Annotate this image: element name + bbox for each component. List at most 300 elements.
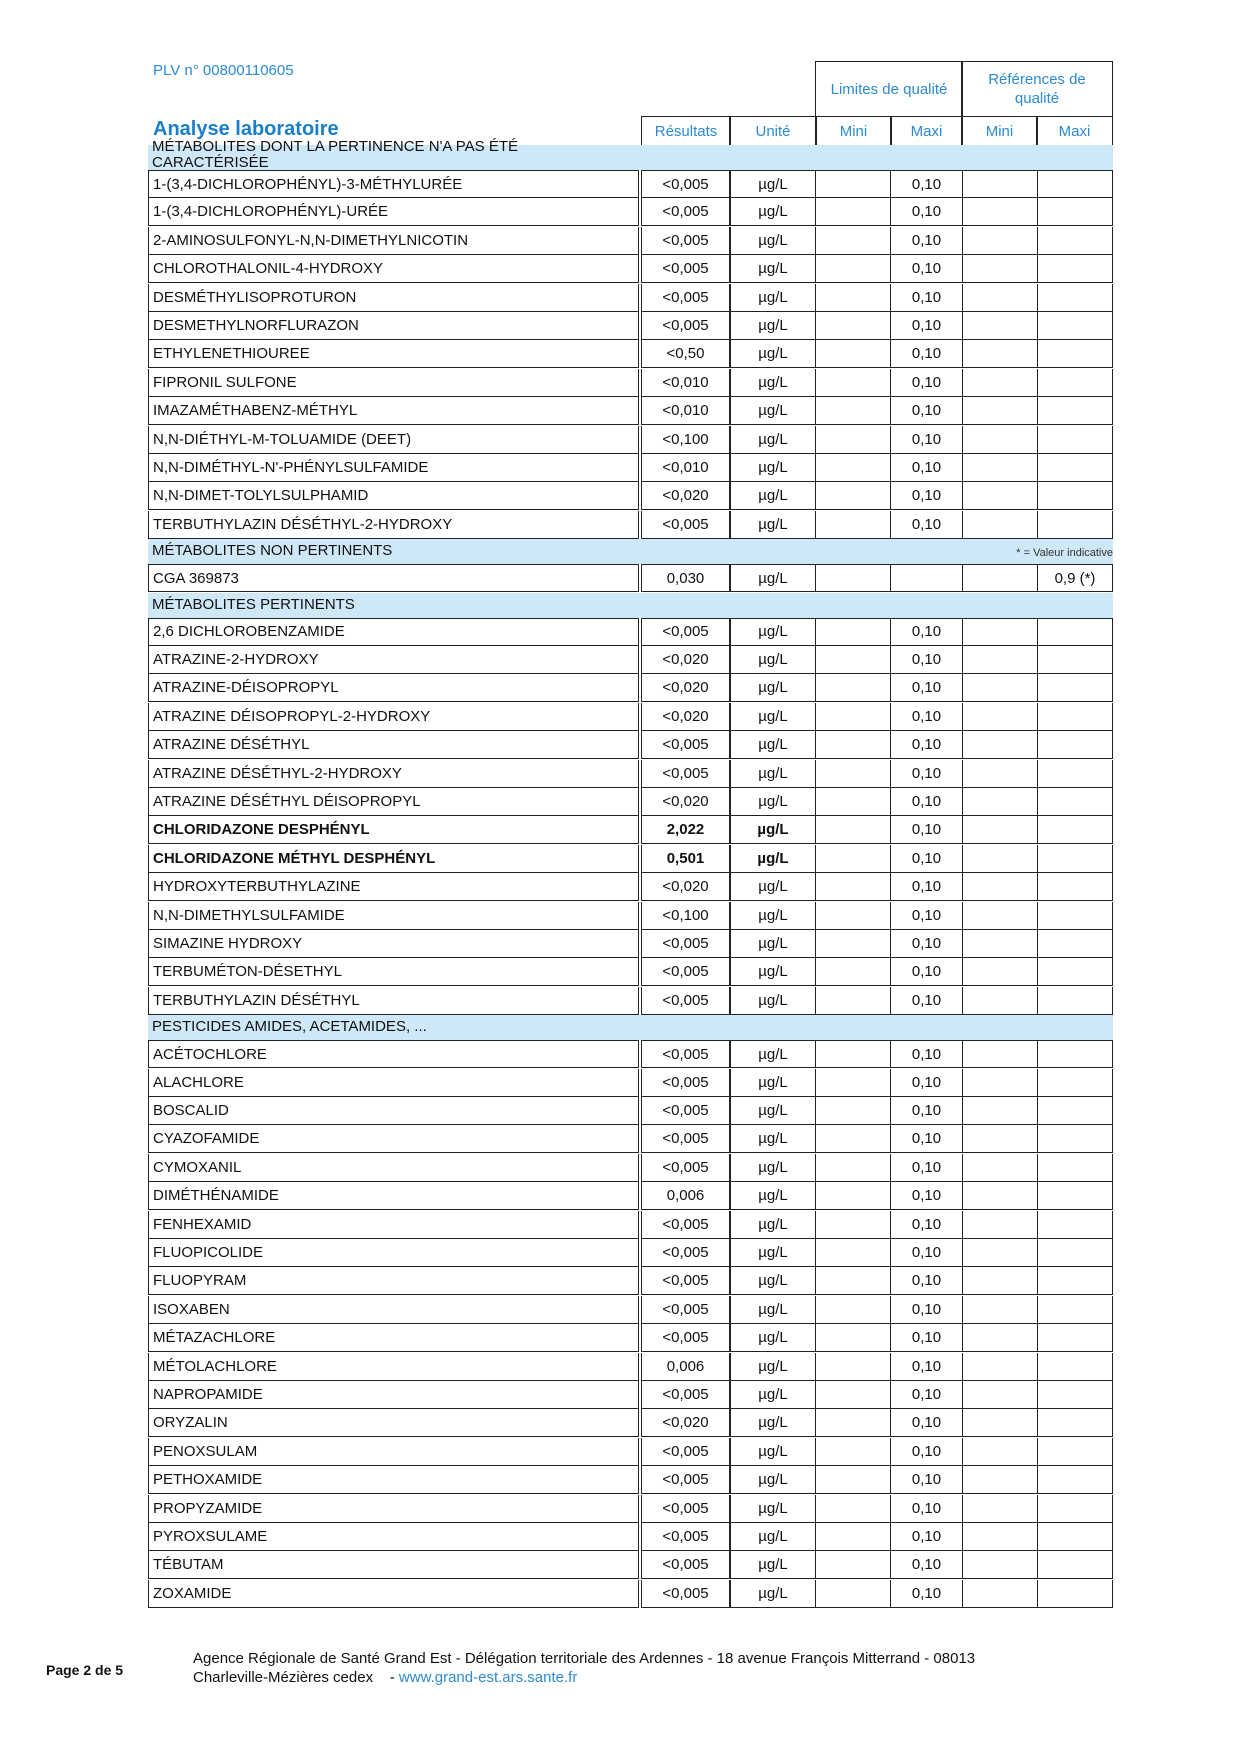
cell-ref-maxi bbox=[1037, 255, 1113, 283]
footer bbox=[193, 1649, 1093, 1687]
cell-unit: µg/L bbox=[730, 788, 815, 816]
cell-unit: µg/L bbox=[730, 397, 815, 425]
table-row bbox=[148, 312, 1113, 340]
cell-maxi: 0,10 bbox=[890, 482, 962, 510]
cell-unit: µg/L bbox=[730, 511, 815, 539]
cell-result: <0,005 bbox=[641, 930, 730, 958]
cell-ref-mini bbox=[962, 1466, 1037, 1494]
cell-maxi: 0,10 bbox=[890, 1239, 962, 1267]
cell-unit: µg/L bbox=[730, 369, 815, 397]
cell-result: <0,005 bbox=[641, 1296, 730, 1324]
cell-maxi: 0,10 bbox=[890, 312, 962, 340]
cell-ref-mini bbox=[962, 873, 1037, 901]
section-header bbox=[148, 138, 1113, 171]
cell-result: <0,020 bbox=[641, 703, 730, 731]
cell-maxi: 0,10 bbox=[890, 1381, 962, 1409]
cell-mini bbox=[815, 788, 890, 816]
table-row bbox=[148, 284, 1113, 312]
cell-ref-maxi bbox=[1037, 1438, 1113, 1466]
table-row bbox=[148, 1069, 1113, 1097]
table-row bbox=[148, 1353, 1113, 1381]
cell-ref-maxi bbox=[1037, 930, 1113, 958]
cell-ref-maxi bbox=[1037, 646, 1113, 674]
table-row bbox=[148, 1438, 1113, 1466]
cell-unit: µg/L bbox=[730, 1551, 815, 1579]
table-row bbox=[148, 227, 1113, 255]
cell-unit: µg/L bbox=[730, 1125, 815, 1153]
cell-mini bbox=[815, 1069, 890, 1097]
cell-name: ORYZALIN bbox=[148, 1409, 639, 1437]
cell-ref-mini bbox=[962, 618, 1037, 646]
cell-mini bbox=[815, 816, 890, 844]
cell-mini bbox=[815, 674, 890, 702]
table-row bbox=[148, 1324, 1113, 1352]
cell-maxi: 0,10 bbox=[890, 369, 962, 397]
cell-ref-maxi bbox=[1037, 845, 1113, 873]
cell-unit: µg/L bbox=[730, 1523, 815, 1551]
cell-maxi: 0,10 bbox=[890, 1353, 962, 1381]
cell-unit: µg/L bbox=[730, 845, 815, 873]
cell-ref-mini bbox=[962, 1267, 1037, 1295]
cell-ref-mini bbox=[962, 788, 1037, 816]
cell-ref-maxi bbox=[1037, 1182, 1113, 1210]
cell-name: TERBUTHYLAZIN DÉSÉTHYL-2-HYDROXY bbox=[148, 511, 639, 539]
cell-result: <0,005 bbox=[641, 1466, 730, 1494]
cell-name: PETHOXAMIDE bbox=[148, 1466, 639, 1494]
table-row bbox=[148, 1040, 1113, 1068]
cell-name: ATRAZINE DÉSÉTHYL DÉISOPROPYL bbox=[148, 788, 639, 816]
cell-result: 0,006 bbox=[641, 1353, 730, 1381]
cell-name: TÉBUTAM bbox=[148, 1551, 639, 1579]
table-row bbox=[148, 1551, 1113, 1579]
cell-ref-mini bbox=[962, 454, 1037, 482]
cell-unit: µg/L bbox=[730, 1069, 815, 1097]
cell-mini bbox=[815, 845, 890, 873]
cell-result: <0,005 bbox=[641, 1211, 730, 1239]
cell-ref-mini bbox=[962, 1040, 1037, 1068]
group-header-refs: Références de qualité bbox=[961, 61, 1113, 117]
cell-unit: µg/L bbox=[730, 1182, 815, 1210]
cell-maxi: 0,10 bbox=[890, 1495, 962, 1523]
cell-result: <0,005 bbox=[641, 227, 730, 255]
cell-ref-mini bbox=[962, 227, 1037, 255]
cell-ref-mini bbox=[962, 1211, 1037, 1239]
cell-result: 0,006 bbox=[641, 1182, 730, 1210]
cell-maxi: 0,10 bbox=[890, 1267, 962, 1295]
cell-ref-maxi bbox=[1037, 1296, 1113, 1324]
cell-maxi: 0,10 bbox=[890, 1182, 962, 1210]
cell-ref-mini bbox=[962, 1069, 1037, 1097]
cell-name: ATRAZINE-2-HYDROXY bbox=[148, 646, 639, 674]
cell-ref-maxi bbox=[1037, 1239, 1113, 1267]
cell-ref-mini bbox=[962, 987, 1037, 1015]
cell-ref-maxi bbox=[1037, 198, 1113, 226]
cell-ref-mini bbox=[962, 1182, 1037, 1210]
section-header bbox=[148, 539, 1113, 564]
cell-ref-maxi bbox=[1037, 312, 1113, 340]
table-row bbox=[148, 1381, 1113, 1409]
cell-mini bbox=[815, 1551, 890, 1579]
cell-result: <0,005 bbox=[641, 284, 730, 312]
cell-name: CGA 369873 bbox=[148, 564, 639, 592]
cell-name: BOSCALID bbox=[148, 1097, 639, 1125]
col-header-ref-maxi: Maxi bbox=[1036, 116, 1113, 146]
cell-mini bbox=[815, 646, 890, 674]
table-row bbox=[148, 703, 1113, 731]
cell-unit: µg/L bbox=[730, 1495, 815, 1523]
cell-result: <0,020 bbox=[641, 646, 730, 674]
cell-unit: µg/L bbox=[730, 1154, 815, 1182]
cell-maxi: 0,10 bbox=[890, 958, 962, 986]
cell-name: ATRAZINE DÉISOPROPYL-2-HYDROXY bbox=[148, 703, 639, 731]
cell-ref-mini bbox=[962, 1239, 1037, 1267]
cell-mini bbox=[815, 1211, 890, 1239]
cell-name: FLUOPICOLIDE bbox=[148, 1239, 639, 1267]
cell-ref-maxi bbox=[1037, 731, 1113, 759]
cell-maxi: 0,10 bbox=[890, 454, 962, 482]
cell-result: <0,005 bbox=[641, 760, 730, 788]
cell-name: N,N-DIÉTHYL-M-TOLUAMIDE (DEET) bbox=[148, 426, 639, 454]
cell-maxi: 0,10 bbox=[890, 170, 962, 198]
cell-mini bbox=[815, 987, 890, 1015]
cell-mini bbox=[815, 703, 890, 731]
cell-name: N,N-DIMET-TOLYLSULPHAMID bbox=[148, 482, 639, 510]
cell-mini bbox=[815, 454, 890, 482]
cell-result: <0,005 bbox=[641, 255, 730, 283]
cell-name: ALACHLORE bbox=[148, 1069, 639, 1097]
cell-name: N,N-DIMÉTHYL-N'-PHÉNYLSULFAMIDE bbox=[148, 454, 639, 482]
cell-ref-mini bbox=[962, 1438, 1037, 1466]
footer-url-link[interactable]: www.grand-est.ars.sante.fr bbox=[398, 1669, 578, 1686]
table-row bbox=[148, 369, 1113, 397]
cell-unit: µg/L bbox=[730, 312, 815, 340]
cell-result: <0,005 bbox=[641, 958, 730, 986]
cell-unit: µg/L bbox=[730, 1324, 815, 1352]
cell-name: DIMÉTHÉNAMIDE bbox=[148, 1182, 639, 1210]
cell-ref-maxi bbox=[1037, 511, 1113, 539]
cell-name: MÉTAZACHLORE bbox=[148, 1324, 639, 1352]
cell-unit: µg/L bbox=[730, 873, 815, 901]
table-row bbox=[148, 1154, 1113, 1182]
cell-ref-maxi bbox=[1037, 816, 1113, 844]
table-row bbox=[148, 511, 1113, 539]
cell-mini bbox=[815, 1438, 890, 1466]
col-header-limit-maxi: Maxi bbox=[890, 116, 963, 146]
cell-mini bbox=[815, 1353, 890, 1381]
col-header-ref-mini: Mini bbox=[961, 116, 1038, 146]
cell-result: 0,501 bbox=[641, 845, 730, 873]
cell-ref-mini bbox=[962, 482, 1037, 510]
table-row bbox=[148, 731, 1113, 759]
cell-ref-maxi bbox=[1037, 618, 1113, 646]
cell-name: ISOXABEN bbox=[148, 1296, 639, 1324]
cell-result: <0,005 bbox=[641, 987, 730, 1015]
cell-ref-maxi bbox=[1037, 674, 1113, 702]
table-row bbox=[148, 1495, 1113, 1523]
cell-ref-mini bbox=[962, 816, 1037, 844]
cell-name: FLUOPYRAM bbox=[148, 1267, 639, 1295]
cell-mini bbox=[815, 731, 890, 759]
cell-ref-maxi bbox=[1037, 788, 1113, 816]
cell-mini bbox=[815, 1154, 890, 1182]
cell-maxi: 0,10 bbox=[890, 930, 962, 958]
cell-mini bbox=[815, 930, 890, 958]
cell-name: CHLOROTHALONIL-4-HYDROXY bbox=[148, 255, 639, 283]
cell-unit: µg/L bbox=[730, 987, 815, 1015]
cell-maxi: 0,10 bbox=[890, 397, 962, 425]
cell-name: ATRAZINE-DÉISOPROPYL bbox=[148, 674, 639, 702]
cell-unit: µg/L bbox=[730, 1211, 815, 1239]
cell-result: <0,010 bbox=[641, 369, 730, 397]
footer-line2 bbox=[193, 1668, 1093, 1687]
cell-mini bbox=[815, 227, 890, 255]
table-row bbox=[148, 1523, 1113, 1551]
cell-mini bbox=[815, 760, 890, 788]
cell-ref-maxi bbox=[1037, 1125, 1113, 1153]
table-row bbox=[148, 340, 1113, 368]
col-header-limit-mini: Mini bbox=[815, 116, 892, 146]
cell-mini bbox=[815, 1324, 890, 1352]
cell-maxi: 0,10 bbox=[890, 1097, 962, 1125]
cell-ref-maxi bbox=[1037, 1466, 1113, 1494]
cell-ref-mini bbox=[962, 564, 1037, 592]
cell-ref-mini bbox=[962, 1296, 1037, 1324]
cell-ref-mini bbox=[962, 511, 1037, 539]
cell-maxi: 0,10 bbox=[890, 1409, 962, 1437]
cell-mini bbox=[815, 397, 890, 425]
plv-number: PLV n° 00800110605 bbox=[153, 62, 294, 79]
cell-mini bbox=[815, 340, 890, 368]
table-row bbox=[148, 1466, 1113, 1494]
cell-result: <0,005 bbox=[641, 170, 730, 198]
cell-ref-mini bbox=[962, 1097, 1037, 1125]
cell-maxi: 0,10 bbox=[890, 1438, 962, 1466]
cell-ref-maxi bbox=[1037, 397, 1113, 425]
table-row bbox=[148, 646, 1113, 674]
cell-maxi: 0,10 bbox=[890, 703, 962, 731]
cell-result: <0,005 bbox=[641, 1381, 730, 1409]
table-row bbox=[148, 987, 1113, 1015]
cell-maxi: 0,10 bbox=[890, 788, 962, 816]
cell-ref-mini bbox=[962, 646, 1037, 674]
cell-result: <0,005 bbox=[641, 1495, 730, 1523]
table-row bbox=[148, 1267, 1113, 1295]
cell-name: CHLORIDAZONE DESPHÉNYL bbox=[148, 816, 639, 844]
cell-mini bbox=[815, 284, 890, 312]
cell-ref-maxi bbox=[1037, 1353, 1113, 1381]
cell-result: <0,005 bbox=[641, 1154, 730, 1182]
cell-result: 0,030 bbox=[641, 564, 730, 592]
section-title: MÉTABOLITES PERTINENTS bbox=[152, 595, 355, 613]
cell-name: TERBUTHYLAZIN DÉSÉTHYL bbox=[148, 987, 639, 1015]
table-row bbox=[148, 1239, 1113, 1267]
cell-ref-maxi bbox=[1037, 426, 1113, 454]
section-title: MÉTABOLITES DONT LA PERTINENCE N'A PAS ÉTÉ CARACTÉRISÉE bbox=[152, 138, 519, 171]
table-row bbox=[148, 845, 1113, 873]
cell-maxi bbox=[890, 564, 962, 592]
cell-result: <0,005 bbox=[641, 1069, 730, 1097]
cell-name: SIMAZINE HYDROXY bbox=[148, 930, 639, 958]
section-title: MÉTABOLITES NON PERTINENTS bbox=[152, 542, 393, 560]
cell-ref-mini bbox=[962, 1580, 1037, 1608]
table-row bbox=[148, 1409, 1113, 1437]
cell-result: <0,005 bbox=[641, 511, 730, 539]
cell-maxi: 0,10 bbox=[890, 255, 962, 283]
cell-ref-maxi bbox=[1037, 1495, 1113, 1523]
cell-mini bbox=[815, 902, 890, 930]
cell-result: <0,020 bbox=[641, 1409, 730, 1437]
cell-mini bbox=[815, 873, 890, 901]
cell-ref-maxi bbox=[1037, 482, 1113, 510]
cell-ref-mini bbox=[962, 369, 1037, 397]
cell-result: <0,020 bbox=[641, 788, 730, 816]
cell-result: <0,50 bbox=[641, 340, 730, 368]
col-header-unit: Unité bbox=[729, 116, 817, 146]
cell-unit: µg/L bbox=[730, 646, 815, 674]
table-row bbox=[148, 618, 1113, 646]
cell-name: MÉTOLACHLORE bbox=[148, 1353, 639, 1381]
cell-mini bbox=[815, 482, 890, 510]
cell-mini bbox=[815, 1580, 890, 1608]
cell-unit: µg/L bbox=[730, 1296, 815, 1324]
cell-result: <0,100 bbox=[641, 902, 730, 930]
cell-unit: µg/L bbox=[730, 816, 815, 844]
cell-name: 1-(3,4-DICHLOROPHÉNYL)-3-MÉTHYLURÉE bbox=[148, 170, 639, 198]
table-row bbox=[148, 674, 1113, 702]
table-row bbox=[148, 788, 1113, 816]
cell-name: ACÉTOCHLORE bbox=[148, 1040, 639, 1068]
cell-result: <0,020 bbox=[641, 873, 730, 901]
table-row bbox=[148, 1580, 1113, 1608]
cell-name: 1-(3,4-DICHLOROPHÉNYL)-URÉE bbox=[148, 198, 639, 226]
footer-city: Charleville-Mézières cedex - bbox=[193, 1669, 399, 1686]
cell-ref-mini bbox=[962, 1125, 1037, 1153]
cell-unit: µg/L bbox=[730, 703, 815, 731]
cell-ref-maxi bbox=[1037, 1097, 1113, 1125]
cell-ref-mini bbox=[962, 170, 1037, 198]
cell-maxi: 0,10 bbox=[890, 426, 962, 454]
cell-ref-mini bbox=[962, 284, 1037, 312]
cell-name: DESMÉTHYLISOPROTURON bbox=[148, 284, 639, 312]
cell-unit: µg/L bbox=[730, 1040, 815, 1068]
cell-unit: µg/L bbox=[730, 618, 815, 646]
cell-name: CHLORIDAZONE MÉTHYL DESPHÉNYL bbox=[148, 845, 639, 873]
cell-unit: µg/L bbox=[730, 284, 815, 312]
cell-mini bbox=[815, 1409, 890, 1437]
table-row bbox=[148, 1211, 1113, 1239]
cell-result: <0,100 bbox=[641, 426, 730, 454]
cell-unit: µg/L bbox=[730, 454, 815, 482]
cell-result: <0,005 bbox=[641, 312, 730, 340]
cell-name: 2,6 DICHLOROBENZAMIDE bbox=[148, 618, 639, 646]
cell-unit: µg/L bbox=[730, 731, 815, 759]
cell-ref-mini bbox=[962, 340, 1037, 368]
cell-mini bbox=[815, 1182, 890, 1210]
cell-ref-mini bbox=[962, 674, 1037, 702]
cell-ref-maxi bbox=[1037, 1211, 1113, 1239]
cell-unit: µg/L bbox=[730, 1438, 815, 1466]
table-row bbox=[148, 1125, 1113, 1153]
cell-maxi: 0,10 bbox=[890, 1580, 962, 1608]
cell-result: <0,005 bbox=[641, 1097, 730, 1125]
table-row bbox=[148, 1097, 1113, 1125]
cell-unit: µg/L bbox=[730, 198, 815, 226]
cell-name: ATRAZINE DÉSÉTHYL-2-HYDROXY bbox=[148, 760, 639, 788]
cell-mini bbox=[815, 369, 890, 397]
cell-mini bbox=[815, 1097, 890, 1125]
table-row bbox=[148, 397, 1113, 425]
cell-name: PROPYZAMIDE bbox=[148, 1495, 639, 1523]
cell-result: <0,005 bbox=[641, 731, 730, 759]
cell-maxi: 0,10 bbox=[890, 646, 962, 674]
col-header-results: Résultats bbox=[641, 116, 731, 146]
cell-ref-maxi bbox=[1037, 1551, 1113, 1579]
cell-mini bbox=[815, 1267, 890, 1295]
cell-result: <0,005 bbox=[641, 1523, 730, 1551]
cell-name: 2-AMINOSULFONYL-N,N-DIMETHYLNICOTIN bbox=[148, 227, 639, 255]
cell-ref-maxi bbox=[1037, 454, 1113, 482]
cell-unit: µg/L bbox=[730, 255, 815, 283]
cell-maxi: 0,10 bbox=[890, 227, 962, 255]
cell-unit: µg/L bbox=[730, 340, 815, 368]
cell-maxi: 0,10 bbox=[890, 1551, 962, 1579]
cell-ref-maxi bbox=[1037, 873, 1113, 901]
cell-maxi: 0,10 bbox=[890, 1125, 962, 1153]
cell-name: CYMOXANIL bbox=[148, 1154, 639, 1182]
cell-name: ATRAZINE DÉSÉTHYL bbox=[148, 731, 639, 759]
table-row bbox=[148, 816, 1113, 844]
cell-result: <0,005 bbox=[641, 1438, 730, 1466]
cell-unit: µg/L bbox=[730, 482, 815, 510]
cell-result: <0,005 bbox=[641, 1239, 730, 1267]
cell-maxi: 0,10 bbox=[890, 873, 962, 901]
cell-ref-maxi bbox=[1037, 1523, 1113, 1551]
cell-ref-mini bbox=[962, 198, 1037, 226]
cell-mini bbox=[815, 312, 890, 340]
cell-name: IMAZAMÉTHABENZ-MÉTHYL bbox=[148, 397, 639, 425]
cell-mini bbox=[815, 1495, 890, 1523]
cell-ref-maxi bbox=[1037, 1069, 1113, 1097]
table-row bbox=[148, 170, 1113, 198]
cell-unit: µg/L bbox=[730, 1381, 815, 1409]
cell-result: <0,005 bbox=[641, 1267, 730, 1295]
cell-mini bbox=[815, 564, 890, 592]
cell-maxi: 0,10 bbox=[890, 618, 962, 646]
cell-maxi: 0,10 bbox=[890, 1154, 962, 1182]
cell-unit: µg/L bbox=[730, 902, 815, 930]
cell-ref-maxi bbox=[1037, 369, 1113, 397]
cell-maxi: 0,10 bbox=[890, 902, 962, 930]
cell-result: <0,005 bbox=[641, 198, 730, 226]
cell-mini bbox=[815, 426, 890, 454]
cell-ref-maxi bbox=[1037, 227, 1113, 255]
cell-ref-mini bbox=[962, 1495, 1037, 1523]
cell-maxi: 0,10 bbox=[890, 1324, 962, 1352]
cell-ref-mini bbox=[962, 930, 1037, 958]
cell-unit: µg/L bbox=[730, 1239, 815, 1267]
cell-maxi: 0,10 bbox=[890, 731, 962, 759]
table-row bbox=[148, 1296, 1113, 1324]
cell-maxi: 0,10 bbox=[890, 1069, 962, 1097]
cell-unit: µg/L bbox=[730, 1580, 815, 1608]
footer-address: Agence Régionale de Santé Grand Est - Délégation territoriale des Ardennes - 18 avenue François Mitterrand - 08013 bbox=[193, 1650, 976, 1667]
cell-mini bbox=[815, 198, 890, 226]
cell-unit: µg/L bbox=[730, 1267, 815, 1295]
cell-ref-mini bbox=[962, 1324, 1037, 1352]
section-title: PESTICIDES AMIDES, ACETAMIDES, ... bbox=[152, 1018, 427, 1036]
cell-ref-mini bbox=[962, 958, 1037, 986]
cell-mini bbox=[815, 958, 890, 986]
